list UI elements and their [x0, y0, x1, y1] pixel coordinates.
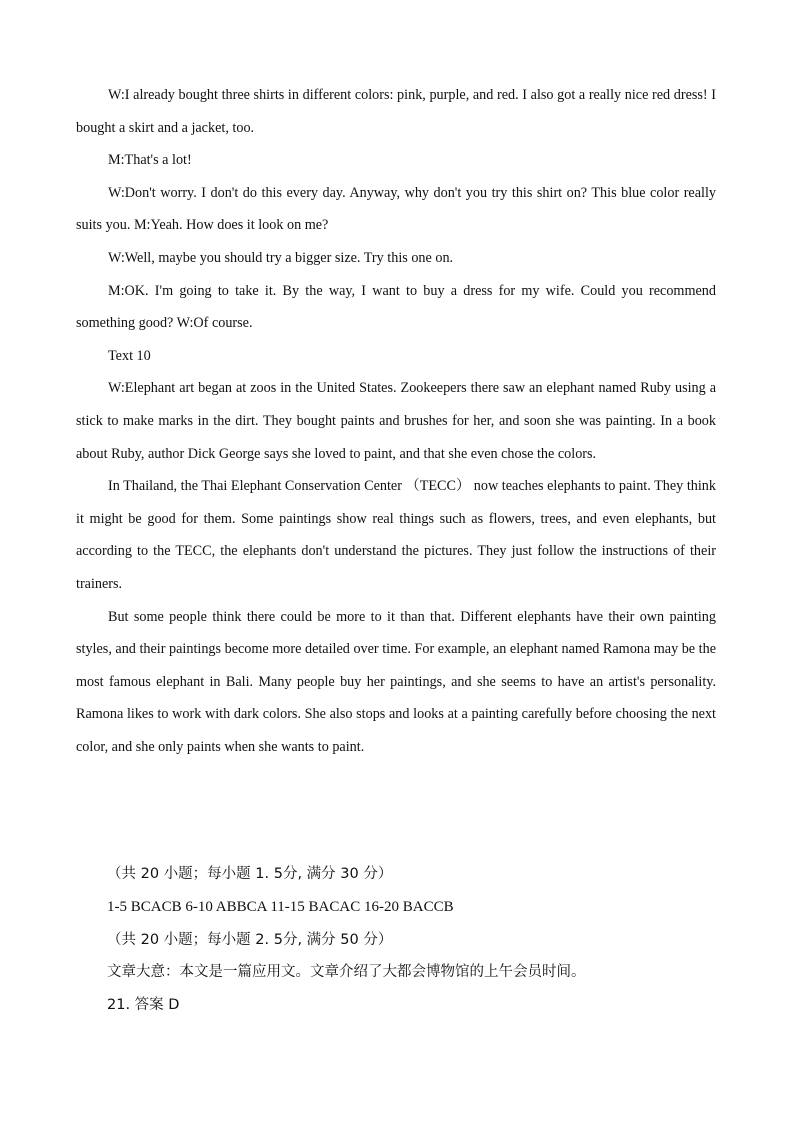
dialogue-paragraph: W:I already bought three shirts in different colors: pink, purple, and red. I also got a really nice red dress! I bought a skirt and a jacket, too. — [76, 87, 716, 136]
answer-key — [107, 858, 727, 1022]
section-one-header: （共 20 小题；每小题 1. 5分, 满分 30 分） — [107, 866, 393, 882]
dialogue-paragraph: W:Well, maybe you should try a bigger size. Try this one on. — [108, 249, 454, 266]
listening-transcript — [76, 79, 716, 763]
monologue-paragraph: W:Elephant art began at zoos in the United States. Zookeepers there saw an elephant named Ruby using a stick to make marks in the dirt. They bought paints and brushes for her, and soon she was painting. In a book about Ruby, author Dick George says she loved to paint, and that she even chose the colors. — [76, 380, 716, 462]
dialogue-paragraph: M:That's a lot! — [108, 152, 192, 169]
passage-summary: 文章大意：本文是一篇应用文。文章介绍了大都会博物馆的上午会员时间。 — [107, 964, 586, 981]
monologue-paragraph: In Thailand, the Thai Elephant Conservation Center （TECC） now teaches elephants to paint. They think it might be good for them. Some paintings show real things such as flowers, trees, and even elephants, but according to the TECC, the elephants don't understand the pictures. They just follow the instructions of their trainers. — [76, 478, 716, 592]
section-heading: Text 10 — [108, 347, 151, 364]
section-two-header: （共 20 小题；每小题 2. 5分, 满分 50 分） — [107, 931, 393, 948]
dialogue-paragraph: M:OK. I'm going to take it. By the way, I want to buy a dress for my wife. Could you recommend something good? W:Of course. — [76, 282, 716, 332]
question-21-answer: 21. 答案 D — [107, 997, 180, 1014]
dialogue-paragraph: W:Don't worry. I don't do this every day. Anyway, why don't you try this shirt on? This blue color really suits you. M:Yeah. How does it look on me? — [76, 184, 716, 234]
section-one-answers: 1-5 BCACB 6-10 ABBCA 11-15 BACAC 16-20 BACCB — [107, 898, 454, 915]
monologue-paragraph: But some people think there could be more to it than that. Different elephants have their own painting styles, and their paintings become more detailed over time. For example, an elephant named Ramona may be the most famous elephant in Bali. Many people buy her paintings, and she seems to have an artist's personality. Ramona likes to work with dark colors. She also stops and looks at a painting carefully before choosing the next color, and she only paints when she wants to paint. — [76, 608, 716, 755]
